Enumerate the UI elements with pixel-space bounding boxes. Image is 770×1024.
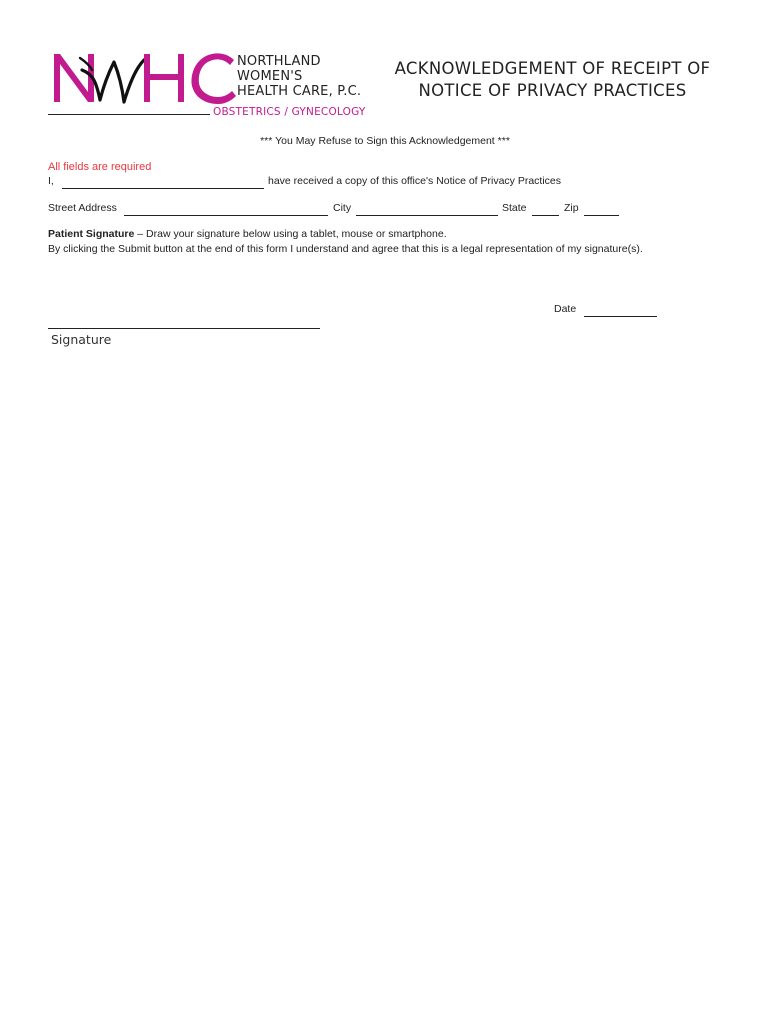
document-title bbox=[385, 58, 720, 102]
logo-name-line-3: HEALTH CARE, P.C. bbox=[237, 84, 362, 99]
zip-label: Zip bbox=[564, 202, 579, 214]
name-prefix: I, bbox=[48, 175, 54, 187]
document-title-line-1: ACKNOWLEDGEMENT OF RECEIPT OF bbox=[394, 59, 711, 78]
patient-name-field[interactable] bbox=[62, 174, 264, 189]
date-label: Date bbox=[554, 303, 577, 315]
refuse-notice: *** You May Refuse to Sign this Acknowledgement *** bbox=[260, 135, 510, 147]
required-notice: All fields are required bbox=[48, 161, 152, 173]
street-address-field[interactable] bbox=[124, 201, 328, 216]
city-field[interactable] bbox=[356, 201, 498, 216]
signature-label: Signature bbox=[51, 332, 112, 347]
zip-field[interactable] bbox=[584, 201, 619, 216]
signature-heading-text: – Draw your signature below using a tablet, mouse or smartphone. bbox=[134, 228, 447, 240]
logo-name-line-2: WOMEN'S bbox=[237, 69, 303, 84]
logo-name-line-1: NORTHLAND bbox=[237, 54, 321, 69]
state-field[interactable] bbox=[532, 201, 559, 216]
state-label: State bbox=[502, 202, 527, 214]
signature-pad[interactable] bbox=[48, 262, 320, 329]
date-field[interactable] bbox=[584, 302, 657, 317]
street-address-label: Street Address bbox=[48, 202, 117, 214]
city-label: City bbox=[333, 202, 352, 214]
logo-wordmark bbox=[237, 54, 377, 99]
signature-heading bbox=[48, 228, 447, 240]
document-title-line-2: NOTICE OF PRIVACY PRACTICES bbox=[418, 81, 687, 100]
signature-heading-bold: Patient Signature bbox=[48, 228, 135, 240]
logo-divider bbox=[48, 114, 210, 115]
received-text: have received a copy of this office's Notice of Privacy Practices bbox=[268, 175, 562, 187]
logo-tagline: OBSTETRICS / GYNECOLOGY bbox=[213, 106, 366, 118]
signature-legal-note: By clicking the Submit button at the end of this form I understand and agree that this is a legal representation of my signature(s). bbox=[48, 243, 643, 255]
